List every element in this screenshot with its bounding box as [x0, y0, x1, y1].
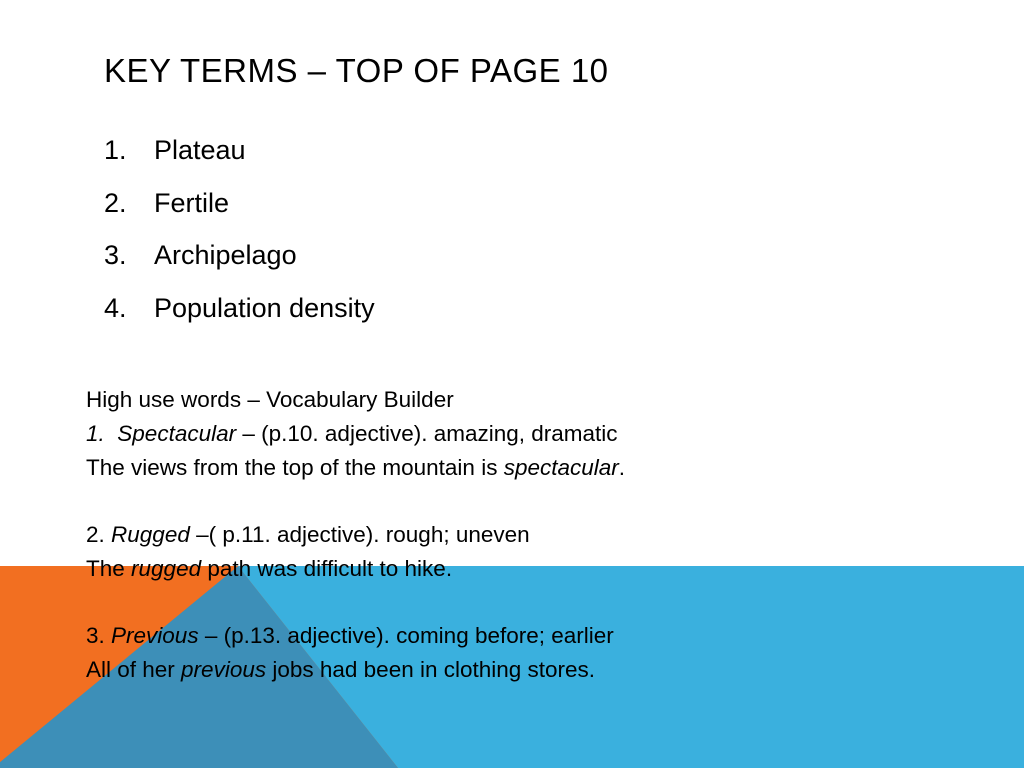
- list-item: [104, 181, 375, 234]
- vocab-example: [86, 653, 625, 687]
- example-text: The: [86, 556, 132, 581]
- example-text: All of her: [86, 657, 182, 682]
- slide-title: KEY TERMS – TOP OF PAGE 10: [104, 52, 609, 89]
- item-number: 3.: [104, 240, 127, 270]
- example-word: rugged: [131, 556, 202, 581]
- spacer: [86, 485, 625, 518]
- vocab-number: 1.: [86, 421, 118, 446]
- vocab-definition: [86, 518, 625, 552]
- vocab-word: Previous: [111, 623, 199, 648]
- term-text: Population density: [154, 292, 375, 323]
- vocab-definition: [86, 417, 625, 451]
- term-text: Archipelago: [154, 240, 297, 270]
- list-item: [104, 233, 375, 286]
- vocabulary-heading: High use words – Vocabulary Builder: [86, 387, 454, 412]
- vocab-definition: [86, 619, 625, 653]
- vocab-number: 2.: [86, 522, 112, 547]
- example-text: jobs had been in clothing stores.: [266, 657, 596, 682]
- example-word: previous: [181, 657, 267, 682]
- vocab-number: 3.: [86, 623, 112, 648]
- vocab-example: [86, 552, 625, 586]
- item-number: 4.: [104, 292, 127, 323]
- vocabulary-section: [86, 383, 625, 687]
- list-item: [104, 286, 375, 339]
- example-text: .: [618, 455, 626, 480]
- vocab-definition-text: – (p.10. adjective). amazing, dramatic: [236, 421, 618, 446]
- vocab-example: [86, 451, 625, 485]
- vocab-definition-text: – (p.13. adjective). coming before; earlier: [198, 623, 614, 648]
- item-number: 2.: [104, 187, 127, 218]
- vocab-definition-text: –( p.11. adjective). rough; uneven: [189, 522, 530, 547]
- key-terms-list: [104, 128, 375, 338]
- example-text: path was difficult to hike.: [201, 556, 453, 581]
- example-text: The views from the top of the mountain is: [86, 455, 504, 480]
- term-text: Fertile: [154, 187, 230, 218]
- spacer: [86, 586, 625, 619]
- vocab-word: Spectacular: [117, 421, 237, 446]
- term-text: Plateau: [154, 135, 246, 165]
- vocab-word: Rugged: [111, 522, 190, 547]
- example-word: spectacular: [503, 455, 619, 480]
- item-number: 1.: [104, 135, 127, 165]
- list-item: [104, 128, 375, 181]
